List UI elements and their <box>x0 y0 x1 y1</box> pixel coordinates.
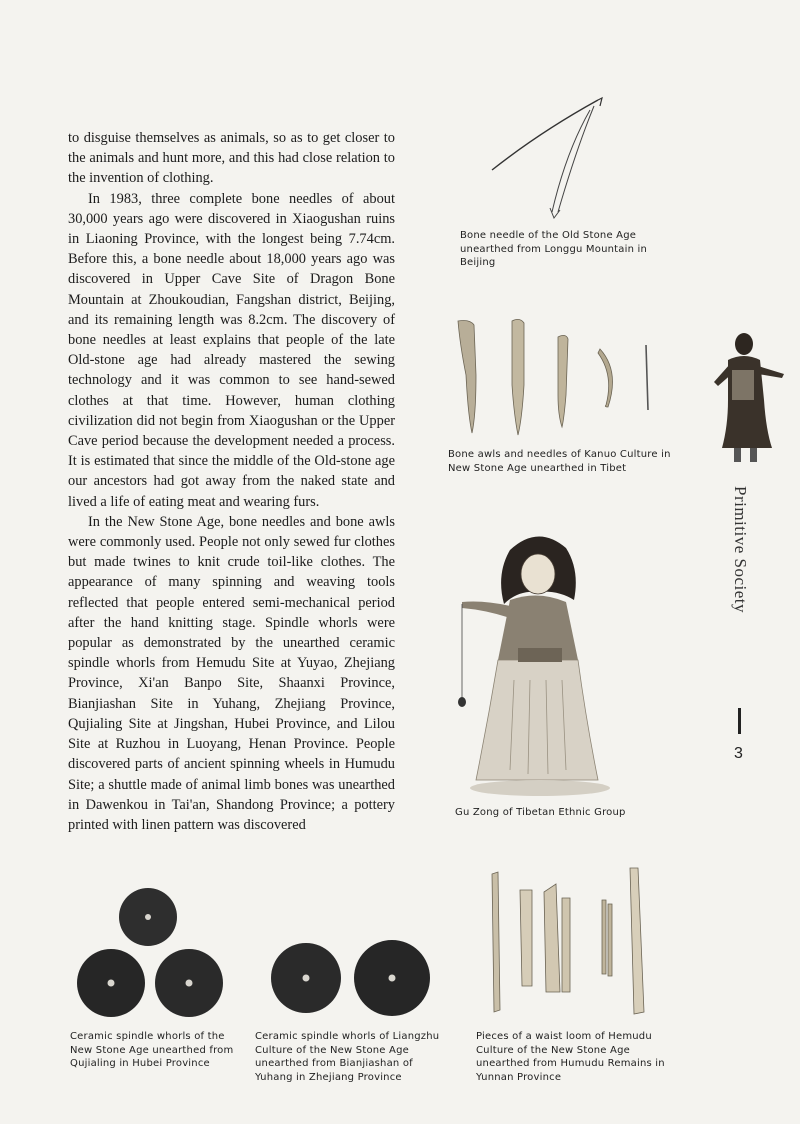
caption-waist-loom: Pieces of a waist loom of Hemudu Culture of the New Stone Age unearthed from Humudu Remains in Yunnan Province <box>476 1031 665 1083</box>
gu-zong-illustration <box>448 530 628 800</box>
bone-awls-figure <box>450 315 665 440</box>
section-title: Primitive Society <box>731 486 750 614</box>
page-number: 3 <box>734 745 743 762</box>
bone-needle-figure <box>470 92 620 222</box>
paragraph-continuation: to disguise themselves as animals, so as to get closer to the animals and hunt more, and this had close relation to the invention of clothing. <box>68 130 395 187</box>
tibetan-woman-figure <box>706 330 790 465</box>
caption-whorls-liangzhu: Ceramic spindle whorls of Liangzhu Culture of the New Stone Age unearthed from Bianjiashan of Yuhang in Zhejiang Province <box>255 1031 440 1083</box>
caption-bone-needle: Bone needle of the Old Stone Age unearthed from Longgu Mountain in Beijing <box>460 230 648 268</box>
paragraph-new-stone-age: In the New Stone Age, bone needles and bone awls were commonly used. People not only sewed fur clothes but made twines to knit crude toil-like clothes. The appearance of many spinning and weaving tools reflected that people entered semi-mechanical period after the hand knitting stage. Spindle whorls were popular as demonstrated by the unearthed ceramic spindle whorls from Hemudu Site at Yuyao, Zhejiang Province, Xi'an Banpo Site, Shaanxi Province, Bianjiashan Site in Yuhang, Zhejiang Province, Qujialing Site at Jingshan, Hubei Province, and Lilou Site at Ruzhou in Luoyang, Henan Province. People discovered parts of ancient spinning wheels in Humudu Site; a shuttle made of animal limb bones was unearthed in Dawenkou in Tai'an, Shandong Province; a pottery printed with linen pattern was discovered <box>68 513 395 833</box>
paragraph-bone-needles: In 1983, three complete bone needles of about 30,000 years ago were discovered in Xiaogushan ruins in Liaoning Province, with the longest being 7.74cm. Before this, a bone needle about 18,000 years ago was discovered in Upper Cave Site of Dragon Bone Mountain at Zhoukoudian, Fangshan district, Beijing, and its remaining length was 8.2cm. The discovery of bone needles at least explains that people of the late Old-stone age had already mastered the sewing technology and it was common to see hand-sewed clothes at that time. However, human clothing civilization did not begin from Xiaogushan or the Upper Cave period because the development needed a process. It is estimated that since the middle of the Old-stone age our ancestors had got away from the naked state and lived a life of eating meat and wearing furs. <box>68 190 395 510</box>
caption-gu-zong: Gu Zong of Tibetan Ethnic Group <box>455 807 626 818</box>
chapter-marker <box>738 708 741 734</box>
caption-whorls-qujialing: Ceramic spindle whorls of the New Stone Age unearthed from Qujialing in Hubei Province <box>70 1031 234 1069</box>
body-text <box>68 128 395 835</box>
waist-loom-figure <box>484 862 654 1020</box>
whorls-liangzhu-figure <box>268 938 436 1020</box>
whorls-qujialing-figure <box>72 885 232 1020</box>
caption-bone-awls: Bone awls and needles of Kanuo Culture in New Stone Age unearthed in Tibet <box>448 449 671 474</box>
